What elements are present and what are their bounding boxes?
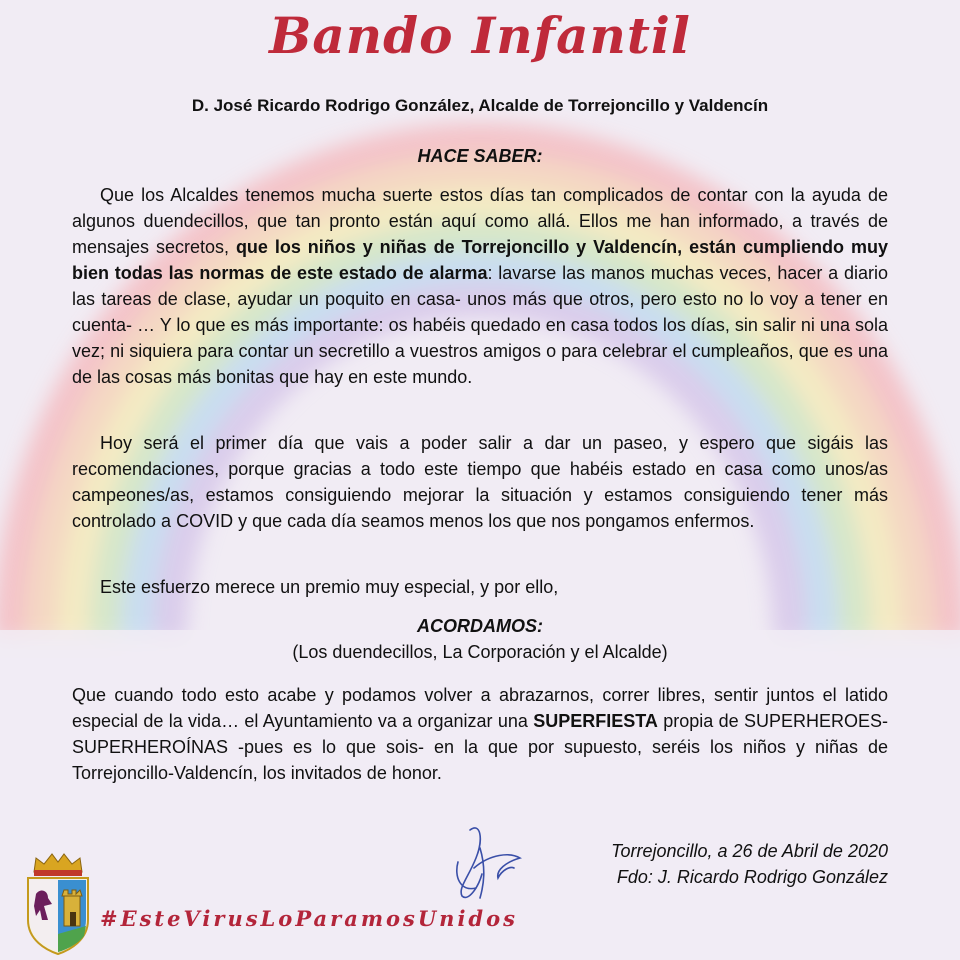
paragraph-3: Este esfuerzo merece un premio muy especial, y por ello, xyxy=(100,577,559,597)
coat-of-arms-icon xyxy=(20,850,96,956)
paragraph-4-text-b: propia de SUPERHEROES-SUPERHEROÍNAS -pues es lo que sois- en la que por supuesto, seréis los niños y niñas de Torrejoncillo-Valdencín, los invitados de honor. xyxy=(72,711,888,783)
mayor-subtitle: D. José Ricardo Rodrigo González, Alcalde de Torrejoncillo y Valdencín xyxy=(191,96,769,115)
acordamos-heading: ACORDAMOS: xyxy=(417,616,543,636)
closing-block xyxy=(611,838,888,890)
place-date: Torrejoncillo, a 26 de Abril de 2020 xyxy=(611,841,888,861)
paragraph-2: Hoy será el primer día que vais a poder salir a dar un paseo, y espero que sigáis las recomendaciones, porque gracias a todo este tiempo que habéis estado en casa como unos/as campeones/as, estamos consiguiendo mejorar la situación y estamos consiguiendo tener más controlado a COVID y que cada día seamos menos los que nos pongamos enfermos. xyxy=(72,433,888,531)
paragraph-1-text-b: : lavarse las manos muchas veces, hacer a diario las tareas de clase, ayudar un poquito en casa- unos más que otros, pero esto no lo voy a tener en cuenta- … Y lo que es más importante: os habéis quedado en casa todos los días, sin salir ni una sola vez; ni siquiera para contar un secretillo a vuestros amigos o para celebrar el cumpleaños, que es una de las cosas más bonitas que hay en este mundo. xyxy=(72,263,888,387)
page-title: Bando Infantil xyxy=(269,6,691,65)
signature-icon xyxy=(440,818,530,908)
paragraph-4-bold: SUPERFIESTA xyxy=(533,711,658,731)
hashtag-text: #EsteVirusLoParamosUnidos xyxy=(100,906,518,931)
paragraph-4 xyxy=(72,682,888,786)
hace-saber-heading: HACE SABER: xyxy=(417,146,543,166)
acordamos-subheading: (Los duendecillos, La Corporación y el Alcalde) xyxy=(292,642,668,662)
paragraph-1 xyxy=(72,182,888,390)
paragraph-1-bold: que los niños y niñas de Torrejoncillo y Valdencín, están cumpliendo muy bien todas las normas de este estado de alarma xyxy=(72,237,888,283)
paragraph-1-text-a: Que los Alcaldes tenemos mucha suerte estos días tan complicados de contar con la ayuda de algunos duendecillos, que tan pronto están aquí como allá. Ellos me han informado, a través de mensajes secretos, xyxy=(72,185,888,257)
paragraph-4-text-a: Que cuando todo esto acabe y podamos volver a abrazarnos, correr libres, sentir juntos el latido especial de la vida… el Ayuntamiento va a organizar una xyxy=(72,685,888,731)
signed-by: Fdo: J. Ricardo Rodrigo González xyxy=(616,867,888,887)
